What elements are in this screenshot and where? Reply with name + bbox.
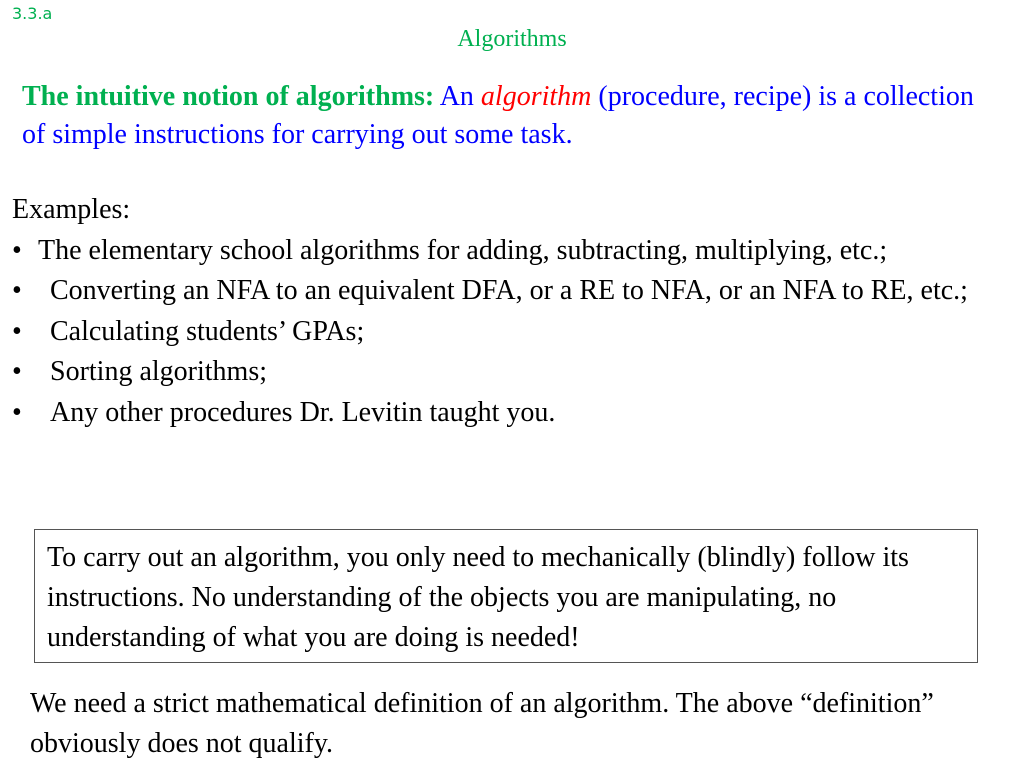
examples-section bbox=[12, 190, 1017, 433]
bullet-icon: • bbox=[12, 315, 22, 347]
intro-term: algorithm bbox=[480, 81, 592, 112]
list-item-text: Any other procedures Dr. Levitin taught you. bbox=[50, 396, 556, 428]
closing-paragraph: We need a strict mathematical definition of an algorithm. The above “definition” obviously does not qualify. bbox=[30, 688, 934, 759]
list-item-text: Sorting algorithms; bbox=[50, 356, 267, 387]
examples-list bbox=[12, 231, 1017, 434]
bullet-icon: • bbox=[12, 275, 22, 306]
examples-heading: Examples: bbox=[12, 194, 131, 225]
list-item bbox=[12, 231, 1017, 272]
bullet-icon: • bbox=[12, 234, 22, 266]
slide-number: 3.3.a bbox=[12, 4, 53, 23]
list-item bbox=[12, 352, 1017, 393]
intro-lead: The intuitive notion of algorithms: bbox=[22, 81, 435, 112]
list-item bbox=[12, 312, 1017, 353]
list-item bbox=[12, 393, 1017, 434]
intro-paragraph bbox=[22, 78, 1002, 154]
intro-text-before: An bbox=[434, 81, 481, 112]
slide-title: Algorithms bbox=[457, 26, 567, 52]
boxed-note: To carry out an algorithm, you only need to mechanically (blindly) follow its instructions. No understanding of the objects you are manipulating, no understanding of what you are doing is needed! bbox=[34, 529, 978, 663]
list-item-text: Calculating students’ GPAs; bbox=[50, 315, 365, 347]
list-item-text: Converting an NFA to an equivalent DFA, or a RE to NFA, or an NFA to RE, etc.; bbox=[50, 275, 968, 306]
bullet-icon: • bbox=[12, 396, 22, 428]
intro-text-after: (procedure, recipe) is a collection of simple instructions for carrying out some task. bbox=[22, 81, 974, 150]
bullet-icon: • bbox=[12, 356, 22, 387]
list-item bbox=[12, 271, 1017, 312]
list-item-text: The elementary school algorithms for adding, subtracting, multiplying, etc.; bbox=[38, 234, 888, 266]
